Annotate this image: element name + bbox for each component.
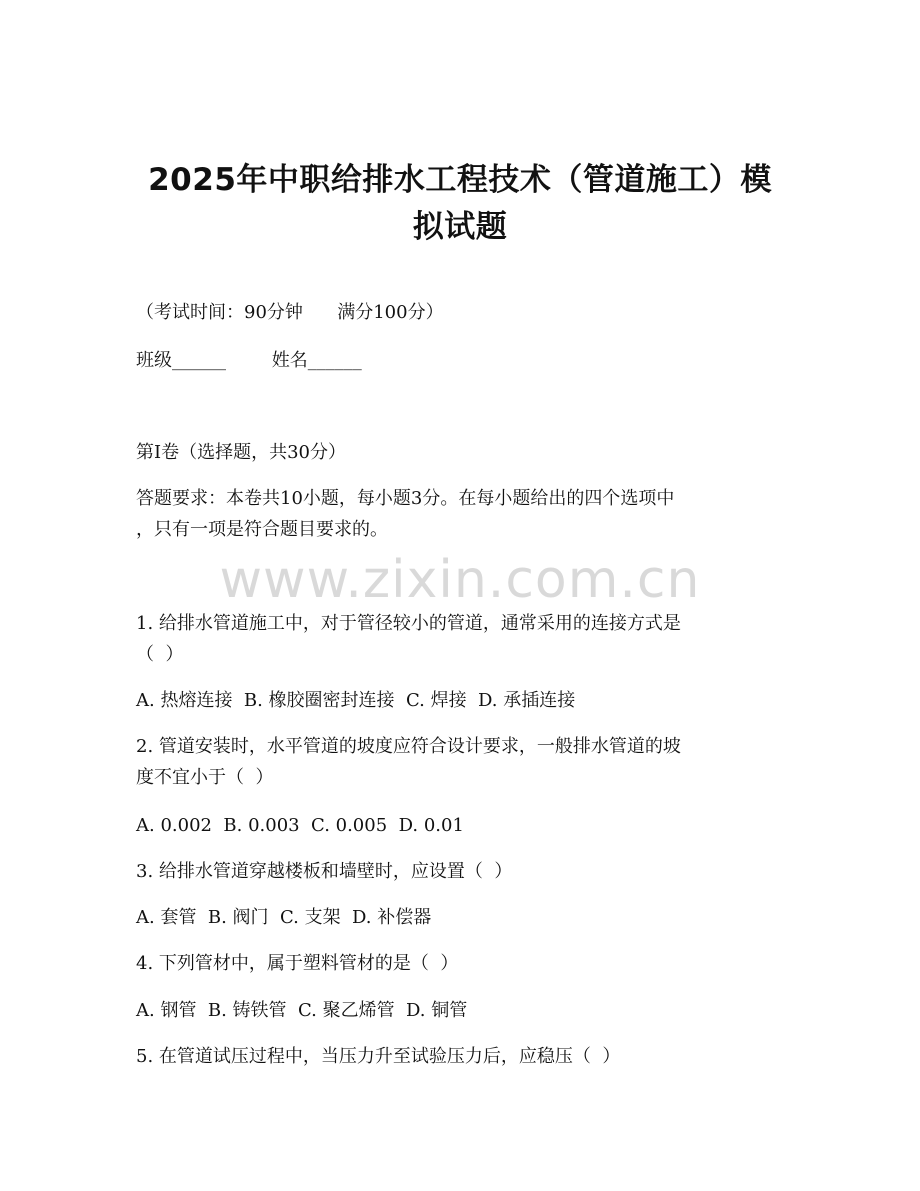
- document-title-line-2: 拟试题: [412, 209, 508, 245]
- instructions-line-1: 答题要求：本卷共10小题，每小题3分。在每小题给出的四个选项中: [136, 488, 675, 509]
- question-1-stem-line-1: 1. 给排水管道施工中，对于管径较小的管道，通常采用的连接方式是: [136, 613, 681, 634]
- question-2-stem-line-2: 度不宜小于（ ）: [136, 767, 274, 788]
- question-3-stem: 3. 给排水管道穿越楼板和墙壁时，应设置（ ）: [136, 861, 513, 882]
- question-2-options: A. 0.002 B. 0.003 C. 0.005 D. 0.01: [136, 815, 464, 836]
- class-name-line: 班级______ 姓名______: [136, 350, 362, 371]
- watermark: www.zixin.com.cn: [219, 550, 701, 610]
- instructions-line-2: ，只有一项是符合题目要求的。: [136, 519, 388, 540]
- document-title-line-1: 2025年中职给排水工程技术（管道施工）模: [148, 162, 772, 198]
- question-2-stem-line-1: 2. 管道安装时，水平管道的坡度应符合设计要求，一般排水管道的坡: [136, 736, 681, 757]
- question-5-stem: 5. 在管道试压过程中，当压力升至试验压力后，应稳压（ ）: [136, 1046, 621, 1067]
- question-3-options: A. 套管 B. 阀门 C. 支架 D. 补偿器: [136, 907, 432, 928]
- question-1-options: A. 热熔连接 B. 橡胶圈密封连接 C. 焊接 D. 承插连接: [136, 690, 576, 711]
- question-1-stem-line-2: （ ）: [136, 644, 184, 665]
- question-4-stem: 4. 下列管材中，属于塑料管材的是（ ）: [136, 953, 459, 974]
- exam-info: （考试时间：90分钟 满分100分）: [136, 302, 444, 323]
- question-4-options: A. 钢管 B. 铸铁管 C. 聚乙烯管 D. 铜管: [136, 1000, 468, 1021]
- section-heading: 第I卷（选择题，共30分）: [136, 442, 347, 463]
